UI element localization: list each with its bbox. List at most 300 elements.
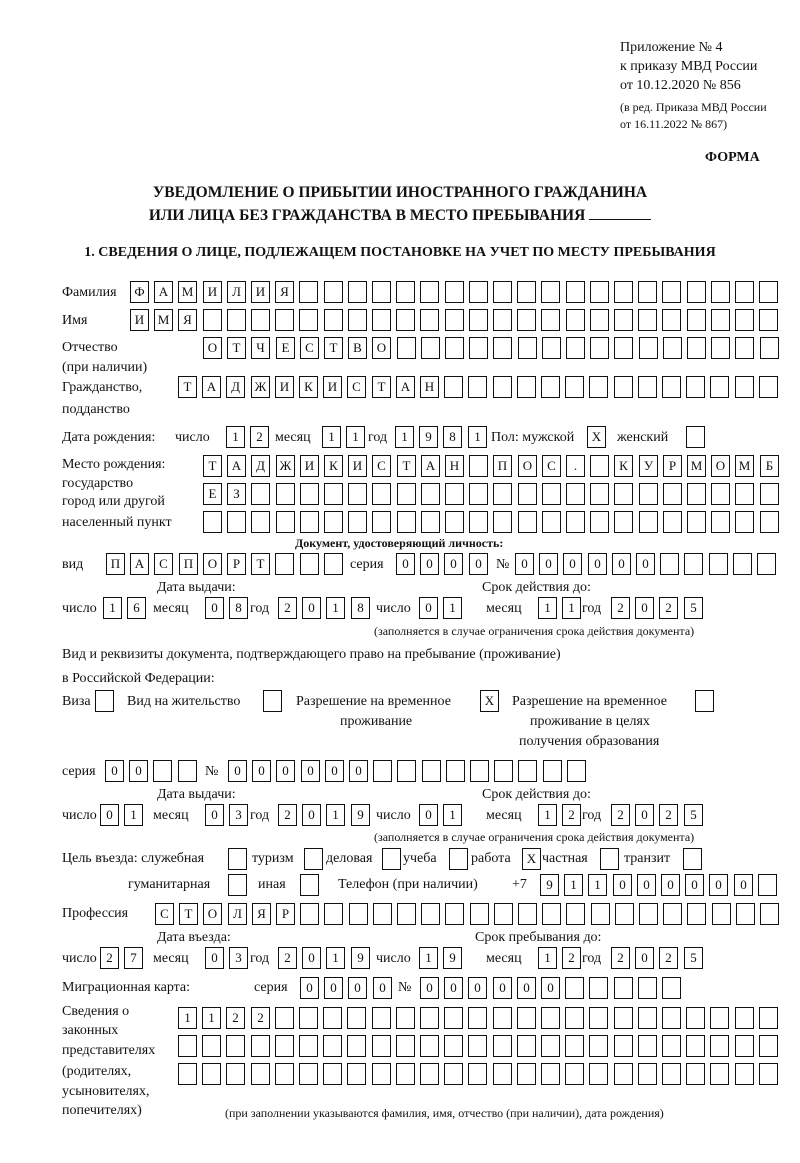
char-cell[interactable]: [372, 281, 391, 303]
char-cell[interactable]: [470, 903, 489, 925]
char-cell[interactable]: [494, 903, 513, 925]
char-cell[interactable]: Ж: [276, 455, 295, 477]
char-cell[interactable]: М: [178, 281, 197, 303]
char-cell[interactable]: [373, 903, 392, 925]
char-cell[interactable]: [422, 760, 441, 782]
char-cell[interactable]: [178, 1035, 197, 1057]
char-cell[interactable]: Т: [251, 553, 270, 575]
char-cell[interactable]: [589, 376, 608, 398]
char-cell[interactable]: Т: [397, 455, 416, 477]
char-cell[interactable]: С: [154, 553, 173, 575]
char-cell[interactable]: 0: [515, 553, 534, 575]
char-cell[interactable]: [397, 760, 416, 782]
char-cell[interactable]: [541, 1035, 560, 1057]
char-cell[interactable]: 0: [612, 553, 631, 575]
char-cell[interactable]: 0: [709, 874, 728, 896]
char-cell[interactable]: [663, 511, 682, 533]
char-cell[interactable]: [590, 511, 609, 533]
char-cell[interactable]: [760, 511, 779, 533]
char-cell[interactable]: [589, 1063, 608, 1085]
char-cell[interactable]: 1: [564, 874, 583, 896]
char-cell[interactable]: Р: [663, 455, 682, 477]
char-cell[interactable]: 0: [468, 977, 487, 999]
char-cell[interactable]: [638, 281, 657, 303]
char-cell[interactable]: [470, 760, 489, 782]
char-cell[interactable]: 0: [541, 977, 560, 999]
char-cell[interactable]: [518, 511, 537, 533]
char-cell[interactable]: [469, 483, 488, 505]
char-cell[interactable]: [347, 1063, 366, 1085]
char-cell[interactable]: 0: [325, 760, 344, 782]
char-cell[interactable]: [614, 1007, 633, 1029]
char-cell[interactable]: И: [130, 309, 149, 331]
char-cell[interactable]: А: [227, 455, 246, 477]
char-cell[interactable]: 0: [420, 977, 439, 999]
char-cell[interactable]: Я: [252, 903, 271, 925]
char-cell[interactable]: [323, 1035, 342, 1057]
char-cell[interactable]: [518, 903, 537, 925]
char-cell[interactable]: И: [348, 455, 367, 477]
char-cell[interactable]: [662, 977, 681, 999]
char-cell[interactable]: [710, 1035, 729, 1057]
char-cell[interactable]: [711, 337, 730, 359]
char-cell[interactable]: [445, 511, 464, 533]
char-cell[interactable]: 2: [250, 426, 269, 448]
char-cell[interactable]: 0: [373, 977, 392, 999]
char-cell[interactable]: [468, 1035, 487, 1057]
char-cell[interactable]: [566, 511, 585, 533]
char-cell[interactable]: [687, 309, 706, 331]
char-cell[interactable]: [493, 511, 512, 533]
char-cell[interactable]: С: [542, 455, 561, 477]
char-cell[interactable]: П: [493, 455, 512, 477]
char-cell[interactable]: 0: [635, 804, 654, 826]
char-cell[interactable]: [372, 511, 391, 533]
char-cell[interactable]: Е: [276, 337, 295, 359]
char-cell[interactable]: Р: [227, 553, 246, 575]
char-cell[interactable]: И: [323, 376, 342, 398]
char-cell[interactable]: [300, 553, 319, 575]
char-cell[interactable]: [444, 1007, 463, 1029]
char-cell[interactable]: [493, 337, 512, 359]
char-cell[interactable]: [420, 1007, 439, 1029]
char-cell[interactable]: [493, 483, 512, 505]
char-cell[interactable]: 1: [419, 947, 438, 969]
checkbox[interactable]: [228, 874, 247, 896]
char-cell[interactable]: [203, 511, 222, 533]
char-cell[interactable]: 8: [351, 597, 370, 619]
char-cell[interactable]: [518, 337, 537, 359]
checkbox[interactable]: [95, 690, 114, 712]
char-cell[interactable]: [735, 511, 754, 533]
char-cell[interactable]: Н: [445, 455, 464, 477]
char-cell[interactable]: [517, 1035, 536, 1057]
char-cell[interactable]: [300, 903, 319, 925]
char-cell[interactable]: 5: [684, 804, 703, 826]
char-cell[interactable]: [709, 553, 728, 575]
char-cell[interactable]: И: [251, 281, 270, 303]
char-cell[interactable]: [710, 1063, 729, 1085]
char-cell[interactable]: [372, 1035, 391, 1057]
char-cell[interactable]: 9: [351, 947, 370, 969]
char-cell[interactable]: 0: [635, 947, 654, 969]
char-cell[interactable]: [396, 1007, 415, 1029]
char-cell[interactable]: [759, 309, 778, 331]
checkbox[interactable]: X: [480, 690, 499, 712]
char-cell[interactable]: [733, 553, 752, 575]
char-cell[interactable]: [711, 281, 730, 303]
char-cell[interactable]: [226, 1035, 245, 1057]
char-cell[interactable]: [178, 760, 197, 782]
char-cell[interactable]: 0: [349, 760, 368, 782]
char-cell[interactable]: [639, 511, 658, 533]
char-cell[interactable]: 2: [562, 804, 581, 826]
char-cell[interactable]: С: [347, 376, 366, 398]
char-cell[interactable]: 0: [105, 760, 124, 782]
char-cell[interactable]: [638, 309, 657, 331]
char-cell[interactable]: [760, 337, 779, 359]
char-cell[interactable]: 2: [659, 804, 678, 826]
char-cell[interactable]: 0: [302, 804, 321, 826]
char-cell[interactable]: 0: [563, 553, 582, 575]
char-cell[interactable]: 0: [348, 977, 367, 999]
char-cell[interactable]: [300, 483, 319, 505]
char-cell[interactable]: [662, 1007, 681, 1029]
char-cell[interactable]: [541, 1007, 560, 1029]
char-cell[interactable]: [662, 1035, 681, 1057]
char-cell[interactable]: [347, 1035, 366, 1057]
char-cell[interactable]: [662, 1063, 681, 1085]
char-cell[interactable]: [566, 281, 585, 303]
char-cell[interactable]: [275, 1063, 294, 1085]
char-cell[interactable]: [348, 309, 367, 331]
char-cell[interactable]: [226, 1063, 245, 1085]
char-cell[interactable]: [589, 977, 608, 999]
char-cell[interactable]: 1: [395, 426, 414, 448]
char-cell[interactable]: 1: [326, 597, 345, 619]
char-cell[interactable]: [444, 1035, 463, 1057]
char-cell[interactable]: 0: [419, 597, 438, 619]
char-cell[interactable]: 2: [562, 947, 581, 969]
char-cell[interactable]: [372, 483, 391, 505]
char-cell[interactable]: [517, 1007, 536, 1029]
char-cell[interactable]: 2: [278, 804, 297, 826]
char-cell[interactable]: [202, 1063, 221, 1085]
char-cell[interactable]: [662, 309, 681, 331]
char-cell[interactable]: [372, 1007, 391, 1029]
char-cell[interactable]: [468, 376, 487, 398]
char-cell[interactable]: [735, 483, 754, 505]
char-cell[interactable]: [589, 1035, 608, 1057]
char-cell[interactable]: 2: [278, 597, 297, 619]
char-cell[interactable]: Я: [178, 309, 197, 331]
char-cell[interactable]: [614, 511, 633, 533]
char-cell[interactable]: [686, 1007, 705, 1029]
char-cell[interactable]: [590, 309, 609, 331]
char-cell[interactable]: [590, 281, 609, 303]
char-cell[interactable]: [324, 511, 343, 533]
char-cell[interactable]: [687, 903, 706, 925]
char-cell[interactable]: [372, 309, 391, 331]
char-cell[interactable]: 5: [684, 597, 703, 619]
char-cell[interactable]: 0: [205, 804, 224, 826]
char-cell[interactable]: 0: [420, 553, 439, 575]
char-cell[interactable]: [590, 483, 609, 505]
checkbox[interactable]: [228, 848, 247, 870]
char-cell[interactable]: [686, 1063, 705, 1085]
char-cell[interactable]: [639, 483, 658, 505]
char-cell[interactable]: [445, 281, 464, 303]
char-cell[interactable]: 0: [661, 874, 680, 896]
char-cell[interactable]: [614, 309, 633, 331]
char-cell[interactable]: [469, 309, 488, 331]
char-cell[interactable]: [348, 511, 367, 533]
char-cell[interactable]: Т: [227, 337, 246, 359]
char-cell[interactable]: [543, 760, 562, 782]
char-cell[interactable]: 0: [588, 553, 607, 575]
char-cell[interactable]: Я: [275, 281, 294, 303]
char-cell[interactable]: 0: [419, 804, 438, 826]
char-cell[interactable]: [662, 376, 681, 398]
char-cell[interactable]: 0: [302, 947, 321, 969]
char-cell[interactable]: [517, 1063, 536, 1085]
char-cell[interactable]: Б: [760, 455, 779, 477]
char-cell[interactable]: 2: [278, 947, 297, 969]
char-cell[interactable]: Ч: [251, 337, 270, 359]
char-cell[interactable]: 0: [228, 760, 247, 782]
char-cell[interactable]: [445, 483, 464, 505]
char-cell[interactable]: [324, 553, 343, 575]
char-cell[interactable]: [397, 511, 416, 533]
char-cell[interactable]: [468, 1063, 487, 1085]
checkbox[interactable]: [300, 874, 319, 896]
char-cell[interactable]: Т: [203, 455, 222, 477]
char-cell[interactable]: [735, 309, 754, 331]
char-cell[interactable]: М: [154, 309, 173, 331]
char-cell[interactable]: 0: [613, 874, 632, 896]
char-cell[interactable]: О: [372, 337, 391, 359]
char-cell[interactable]: [759, 1007, 778, 1029]
checkbox[interactable]: [683, 848, 702, 870]
char-cell[interactable]: 2: [251, 1007, 270, 1029]
char-cell[interactable]: 1: [562, 597, 581, 619]
char-cell[interactable]: [542, 337, 561, 359]
char-cell[interactable]: [276, 511, 295, 533]
char-cell[interactable]: [493, 376, 512, 398]
char-cell[interactable]: [735, 1063, 754, 1085]
char-cell[interactable]: 0: [637, 874, 656, 896]
char-cell[interactable]: [227, 511, 246, 533]
char-cell[interactable]: О: [203, 903, 222, 925]
char-cell[interactable]: [396, 1063, 415, 1085]
char-cell[interactable]: [420, 1035, 439, 1057]
char-cell[interactable]: [517, 309, 536, 331]
char-cell[interactable]: [421, 903, 440, 925]
char-cell[interactable]: [589, 1007, 608, 1029]
char-cell[interactable]: Д: [226, 376, 245, 398]
char-cell[interactable]: [735, 376, 754, 398]
char-cell[interactable]: [373, 760, 392, 782]
char-cell[interactable]: [275, 1007, 294, 1029]
char-cell[interactable]: 3: [229, 947, 248, 969]
char-cell[interactable]: [227, 309, 246, 331]
char-cell[interactable]: [759, 281, 778, 303]
char-cell[interactable]: [299, 1007, 318, 1029]
char-cell[interactable]: [324, 903, 343, 925]
char-cell[interactable]: [323, 1007, 342, 1029]
char-cell[interactable]: [758, 874, 777, 896]
checkbox[interactable]: [304, 848, 323, 870]
char-cell[interactable]: [178, 1063, 197, 1085]
char-cell[interactable]: 1: [346, 426, 365, 448]
char-cell[interactable]: [541, 376, 560, 398]
char-cell[interactable]: [348, 483, 367, 505]
char-cell[interactable]: [420, 1063, 439, 1085]
char-cell[interactable]: [397, 903, 416, 925]
char-cell[interactable]: К: [299, 376, 318, 398]
char-cell[interactable]: [518, 760, 537, 782]
char-cell[interactable]: [614, 1035, 633, 1057]
char-cell[interactable]: Д: [251, 455, 270, 477]
char-cell[interactable]: [421, 337, 440, 359]
char-cell[interactable]: Т: [372, 376, 391, 398]
char-cell[interactable]: 0: [396, 553, 415, 575]
char-cell[interactable]: [469, 455, 488, 477]
char-cell[interactable]: [251, 511, 270, 533]
char-cell[interactable]: [660, 553, 679, 575]
char-cell[interactable]: [687, 483, 706, 505]
char-cell[interactable]: 9: [419, 426, 438, 448]
char-cell[interactable]: [445, 903, 464, 925]
char-cell[interactable]: [712, 903, 731, 925]
char-cell[interactable]: [663, 483, 682, 505]
char-cell[interactable]: С: [372, 455, 391, 477]
char-cell[interactable]: [541, 1063, 560, 1085]
char-cell[interactable]: Ф: [130, 281, 149, 303]
char-cell[interactable]: [760, 483, 779, 505]
checkbox[interactable]: [695, 690, 714, 712]
char-cell[interactable]: [396, 281, 415, 303]
char-cell[interactable]: [663, 903, 682, 925]
char-cell[interactable]: [444, 376, 463, 398]
char-cell[interactable]: 0: [493, 977, 512, 999]
char-cell[interactable]: У: [639, 455, 658, 477]
char-cell[interactable]: [324, 281, 343, 303]
char-cell[interactable]: [590, 455, 609, 477]
char-cell[interactable]: [735, 1035, 754, 1057]
char-cell[interactable]: 9: [443, 947, 462, 969]
char-cell[interactable]: [735, 1007, 754, 1029]
char-cell[interactable]: 1: [226, 426, 245, 448]
char-cell[interactable]: [518, 483, 537, 505]
char-cell[interactable]: 6: [127, 597, 146, 619]
checkbox[interactable]: [449, 848, 468, 870]
char-cell[interactable]: А: [202, 376, 221, 398]
char-cell[interactable]: [662, 281, 681, 303]
char-cell[interactable]: 0: [444, 553, 463, 575]
checkbox[interactable]: [600, 848, 619, 870]
char-cell[interactable]: 0: [129, 760, 148, 782]
char-cell[interactable]: А: [130, 553, 149, 575]
char-cell[interactable]: 1: [322, 426, 341, 448]
char-cell[interactable]: [275, 553, 294, 575]
char-cell[interactable]: [542, 483, 561, 505]
char-cell[interactable]: 0: [685, 874, 704, 896]
char-cell[interactable]: 0: [324, 977, 343, 999]
checkbox[interactable]: X: [522, 848, 541, 870]
char-cell[interactable]: [638, 376, 657, 398]
char-cell[interactable]: Е: [203, 483, 222, 505]
char-cell[interactable]: 8: [229, 597, 248, 619]
char-cell[interactable]: С: [155, 903, 174, 925]
char-cell[interactable]: [638, 1007, 657, 1029]
char-cell[interactable]: 0: [252, 760, 271, 782]
char-cell[interactable]: .: [566, 455, 585, 477]
char-cell[interactable]: [493, 309, 512, 331]
char-cell[interactable]: [397, 483, 416, 505]
char-cell[interactable]: 0: [276, 760, 295, 782]
char-cell[interactable]: [517, 376, 536, 398]
char-cell[interactable]: К: [324, 455, 343, 477]
char-cell[interactable]: [759, 1063, 778, 1085]
char-cell[interactable]: [541, 281, 560, 303]
char-cell[interactable]: И: [300, 455, 319, 477]
char-cell[interactable]: [324, 309, 343, 331]
char-cell[interactable]: А: [396, 376, 415, 398]
char-cell[interactable]: [639, 903, 658, 925]
char-cell[interactable]: [757, 553, 776, 575]
char-cell[interactable]: [614, 483, 633, 505]
char-cell[interactable]: [759, 376, 778, 398]
char-cell[interactable]: [275, 309, 294, 331]
char-cell[interactable]: К: [614, 455, 633, 477]
char-cell[interactable]: 1: [538, 804, 557, 826]
char-cell[interactable]: [566, 337, 585, 359]
char-cell[interactable]: [445, 309, 464, 331]
char-cell[interactable]: 0: [205, 947, 224, 969]
char-cell[interactable]: [566, 903, 585, 925]
char-cell[interactable]: Н: [420, 376, 439, 398]
char-cell[interactable]: [493, 281, 512, 303]
char-cell[interactable]: [347, 1007, 366, 1029]
char-cell[interactable]: 0: [100, 804, 119, 826]
char-cell[interactable]: [590, 337, 609, 359]
char-cell[interactable]: 2: [611, 597, 630, 619]
char-cell[interactable]: 1: [326, 947, 345, 969]
char-cell[interactable]: [517, 281, 536, 303]
char-cell[interactable]: [615, 903, 634, 925]
char-cell[interactable]: О: [518, 455, 537, 477]
char-cell[interactable]: 0: [734, 874, 753, 896]
char-cell[interactable]: И: [203, 281, 222, 303]
char-cell[interactable]: [687, 511, 706, 533]
char-cell[interactable]: 1: [443, 597, 462, 619]
char-cell[interactable]: 1: [178, 1007, 197, 1029]
char-cell[interactable]: [638, 1035, 657, 1057]
char-cell[interactable]: 5: [684, 947, 703, 969]
char-cell[interactable]: П: [106, 553, 125, 575]
char-cell[interactable]: [711, 309, 730, 331]
char-cell[interactable]: 1: [538, 597, 557, 619]
char-cell[interactable]: [251, 309, 270, 331]
char-cell[interactable]: [565, 977, 584, 999]
char-cell[interactable]: [251, 483, 270, 505]
char-cell[interactable]: 1: [443, 804, 462, 826]
char-cell[interactable]: [324, 483, 343, 505]
char-cell[interactable]: 1: [538, 947, 557, 969]
char-cell[interactable]: [446, 760, 465, 782]
char-cell[interactable]: Л: [227, 281, 246, 303]
